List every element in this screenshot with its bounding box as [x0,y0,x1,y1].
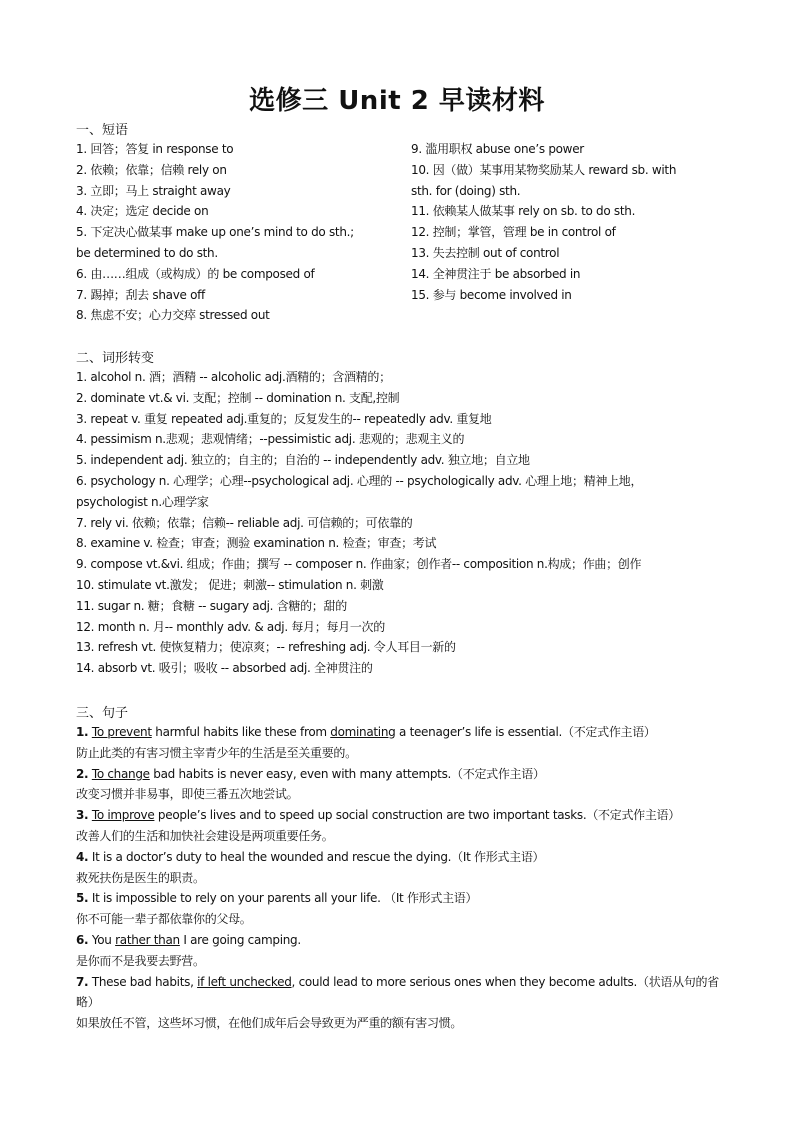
sentence-en [76,930,726,951]
word-forms-list [76,367,726,679]
phrases-left-column [76,139,406,326]
sentence-en [76,805,726,826]
sentence-en [76,764,726,785]
phrase-item: 2. 依赖；依靠；信赖 rely on [76,162,227,177]
sentence-cn: 改变习惯并非易事，即使三番五次地尝试。 [76,787,299,802]
sentence-number: 4. [76,849,89,864]
sentence-cn: 你不可能一辈子都依靠你的父母。 [76,912,252,927]
underlined-phrase: if left unchecked [197,974,292,989]
sentence-cn: 是你而不是我要去野营。 [76,953,205,968]
phrase-item: 8. 焦虑不安；心力交瘁 stressed out [76,308,270,323]
sentence-cn: 如果放任不管，这些坏习惯，在他们成年后会导致更为严重的额有害习惯。 [76,1016,463,1031]
phrase-item: 1. 回答；答复 in response to [76,142,234,156]
sentence-cn: 救死扶伤是医生的职责。 [76,870,205,885]
word-form-item: 4. pessimism n.悲观；悲观情绪；--pessimistic adj. 悲观的；悲观主义的 [76,432,465,447]
sentence-en [76,847,726,868]
word-form-item: 13. refresh vt. 使恢复精力；使凉爽；-- refreshing adj. 令人耳目一新的 [76,640,456,655]
word-form-item: 8. examine v. 检查；审查；测验 examination n. 检查；审查；考试 [76,536,437,551]
sentence-cn: 改善人们的生活和加快社会建设是两项重要任务。 [76,828,334,843]
word-form-item: 7. rely vi. 依赖；依靠；信赖-- reliable adj. 可信赖的；可依靠的 [76,515,413,530]
phrase-item: 3. 立即；马上 straight away [76,183,231,198]
sentence-en [76,888,726,909]
underlined-phrase: rather than [115,932,180,947]
phrase-item: 15. 参与 become involved in [411,287,572,302]
phrase-item: 4. 决定；选定 decide on [76,204,209,219]
section-heading-phrases: 一、短语 [76,123,129,138]
sentence-cn: 防止此类的有害习惯主宰青少年的生活是至关重要的。 [76,745,357,760]
sentence-text: , could lead to more serious ones when they become adults.（状语从句的省略） [76,974,719,1010]
page-title: 选修三 Unit 2 早读材料 [249,86,545,116]
sentence-number: 5. [76,891,89,906]
word-form-item: psychologist n.心理学家 [76,494,209,509]
sentence-text: a teenager’s life is essential.（不定式作主语） [395,725,656,739]
sentence-number: 6. [76,932,89,947]
underlined-phrase: To prevent [91,725,152,739]
section-heading-word-forms: 二、词形转变 [76,351,155,366]
phrase-item: 5. 下定决心做某事 make up one’s mind to do sth.; [76,225,354,240]
sentence-text: bad habits is never easy, even with many attempts.（不定式作主语） [149,766,545,781]
phrase-item: 14. 全神贯注于 be absorbed in [411,266,581,281]
sentence-text: I are going camping. [179,932,301,947]
sentence-text: It is a doctor’s duty to heal the wounded and rescue the dying.（It 作形式主语） [88,849,545,864]
underlined-phrase: dominating [330,725,396,739]
word-form-item: 12. month n. 月-- monthly adv. & adj. 每月；每月一次的 [76,619,385,634]
phrase-item: 7. 踢掉；刮去 shave off [76,287,205,302]
sentences-list [76,722,726,1034]
word-form-item: 5. independent adj. 独立的；自主的；自治的 -- independently adv. 独立地；自立地 [76,453,530,468]
word-form-item: 9. compose vt.&vi. 组成；作曲；撰写 -- composer n. 作曲家；创作者-- composition n.构成；作曲；创作 [76,557,642,572]
sentence-number: 2. [76,766,89,781]
sentence-number: 7. [76,974,89,989]
underlined-phrase: To improve [91,808,155,823]
phrase-item: 6. 由……组成（或构成）的 be composed of [76,266,315,281]
word-form-item: 2. dominate vt.& vi. 支配；控制 -- domination n. 支配,控制 [76,390,400,405]
word-form-item: 11. sugar n. 糖；食糖 -- sugary adj. 含糖的；甜的 [76,598,347,613]
section-heading-sentences: 三、句子 [76,706,129,721]
word-form-item: 1. alcohol n. 酒；酒精 -- alcoholic adj.酒精的；含酒精的； [76,370,391,384]
phrases-right-column [411,139,723,305]
sentence-text: people’s lives and to speed up social construction are two important tasks.（不定式作主语） [154,808,680,823]
sentence-text: You [88,932,116,947]
sentence-number: 1. [76,725,89,739]
phrase-item: be determined to do sth. [76,245,218,260]
phrase-item: 10. 因（做）某事用某物奖励某人 reward sb. with [411,162,677,177]
phrase-item: 11. 依赖某人做某事 rely on sb. to do sth. [411,204,636,219]
word-form-item: 14. absorb vt. 吸引；吸收 -- absorbed adj. 全神贯注的 [76,661,373,676]
sentence-text: It is impossible to rely on your parents all your life. （It 作形式主语） [88,891,478,906]
sentence-text: harmful habits like these from [151,725,331,739]
sentence-en [76,722,726,743]
underlined-phrase: To change [91,766,150,781]
phrase-item: 9. 滥用职权 abuse one’s power [411,142,584,156]
word-form-item: 3. repeat v. 重复 repeated adj.重复的；反复发生的-- repeatedly adv. 重复地 [76,411,492,426]
sentence-text: These bad habits, [88,974,198,989]
sentence-number: 3. [76,808,89,823]
phrase-item: 12. 控制；掌管，管理 be in control of [411,225,616,240]
phrase-item: 13. 失去控制 out of control [411,245,560,260]
word-form-item: 10. stimulate vt.激发； 促进；刺激-- stimulation n. 刺激 [76,577,384,592]
word-form-item: 6. psychology n. 心理学；心理--psychological adj. 心理的 -- psychologically adv. 心理上地；精神上地， [76,473,643,488]
phrase-item: sth. for (doing) sth. [411,183,521,198]
sentence-en [76,972,726,1014]
